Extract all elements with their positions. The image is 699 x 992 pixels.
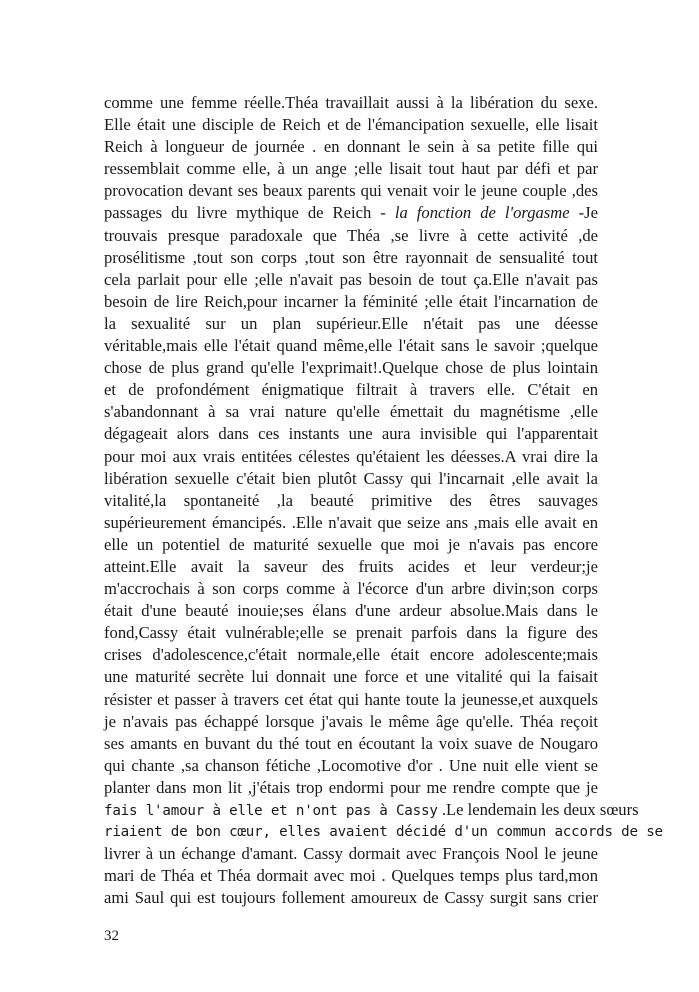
text-line-29: je n'avais pas échappé lorsque j'avais le même âge qu'elle. Théa reçoit xyxy=(104,711,598,731)
text-line-4: ressemblait comme elle, à un ange ;elle lisait tout haut par défi et par xyxy=(104,159,598,179)
text-line-1: comme une femme réelle.Théa travaillait aussi à la libération du sexe. xyxy=(104,93,598,112)
text-line-6-after-italic: -Je xyxy=(569,203,598,223)
text-line-23: m'accrochais à son corps comme à l'écorce d'un arbre divin;son corps xyxy=(104,579,598,599)
text-line-37: ami Saul qui est toujours follement amoureux de Cassy surgit sans crier xyxy=(104,888,598,908)
text-line-31: qui chante ,sa chanson fétiche ,Locomotive d'or . Une nuit elle vient se xyxy=(104,755,598,775)
text-line-34: riaient de bon cœur, elles avaient décidé d'un commun accords de se xyxy=(104,824,663,841)
text-line-8: prosélitisme ,tout son corps ,tout son être rayonnait de sensualité tout xyxy=(104,247,598,267)
text-line-25: fond,Cassy était vulnérable;elle se prenait parfois dans la figure des xyxy=(104,623,598,643)
text-line-32: planter dans mon lit ,j'étais trop endormi pour me rendre compte que je xyxy=(104,777,598,797)
text-line-17: pour moi aux vrais entitées célestes qu'étaient les déesses.A vrai dire la xyxy=(104,446,598,466)
text-line-3: Reich à longueur de journée . en donnant le sein à sa petite fille qui xyxy=(104,137,598,157)
text-line-12: véritable,mais elle l'était quand même,elle l'était sans le savoir ;quelque xyxy=(104,336,598,356)
text-line-22: atteint.Elle avait la saveur des fruits acides et leur verdeur;je xyxy=(104,556,598,576)
text-line-20: supérieurement émancipés. .Elle n'avait que seize ans ,mais elle avait en xyxy=(104,512,598,532)
book-title-italic: la fonction de l'orgasme xyxy=(394,203,570,223)
text-line-14: et de profondément énigmatique filtrait à travers elle. C'était en xyxy=(104,380,598,400)
text-line-15: s'abandonnant à sa vrai nature qu'elle émettait du magnétisme ,elle xyxy=(104,402,598,422)
text-line-27: une maturité secrète lui donnait une force et une vitalité qui la faisait xyxy=(104,667,598,687)
text-line-26: crises d'adolescence,c'était normale,elle était encore adolescente;mais xyxy=(104,645,598,665)
text-line-33 xyxy=(104,799,639,821)
text-line-7: trouvais presque paradoxale que Théa ,se livre à cette activité ,de xyxy=(104,225,598,245)
text-line-13: chose de plus grand qu'elle l'exprimait!.Quelque chose de plus lointain xyxy=(104,358,598,378)
text-line-35: livrer à un échange d'amant. Cassy dormait avec François Nool le jeune xyxy=(104,844,598,864)
text-line-21: elle un potentiel de maturité sexuelle que moi je n'avais pas encore xyxy=(104,534,598,554)
text-line-2: Elle était une disciple de Reich et de l'émancipation sexuelle, elle lisait xyxy=(104,115,598,135)
text-line-10: besoin de lire Reich,pour incarner la féminité ;elle était l'incarnation de xyxy=(104,291,598,311)
text-line-33-mono: fais l'amour à elle et n'ont pas à Cassy xyxy=(104,803,438,819)
text-line-36: mari de Théa et Théa dormait avec moi . Quelques temps plus tard,mon xyxy=(104,866,598,886)
text-line-9: cela parlait pour elle ;elle n'avait pas besoin de tout ça.Elle n'avait pas xyxy=(104,269,598,289)
body-text-block xyxy=(104,92,663,909)
text-line-5: provocation devant ses beaux parents qui venait voir le jeune couple ,des xyxy=(104,181,598,201)
text-line-24: était d'une beauté inouie;ses élans d'une ardeur absolue.Mais dans le xyxy=(104,601,598,621)
text-line-6 xyxy=(104,202,598,224)
text-line-16: dégageait alors dans ces instants une aura invisible qui l'apparentait xyxy=(104,424,598,444)
text-line-11: la sexualité sur un plan supérieur.Elle n'était pas une déesse xyxy=(104,313,598,333)
page-number: 32 xyxy=(104,928,119,944)
text-line-33-rest: .Le lendemain les deux sœurs xyxy=(437,800,639,819)
text-line-18: libération sexuelle c'était bien plutôt Cassy qui l'incarnait ,elle avait la xyxy=(104,468,598,488)
text-line-19: vitalité,la spontaneité ,la beauté primitive des êtres sauvages xyxy=(104,490,598,510)
text-line-30: ses amants en buvant du thé tout en écoutant la voix suave de Nougaro xyxy=(104,733,598,753)
text-line-28: résister et passer à travers cet état qui hante toute la jeunesse,et auxquels xyxy=(104,689,598,709)
text-line-6-before-italic: passages du livre mythique de Reich - xyxy=(104,203,395,223)
